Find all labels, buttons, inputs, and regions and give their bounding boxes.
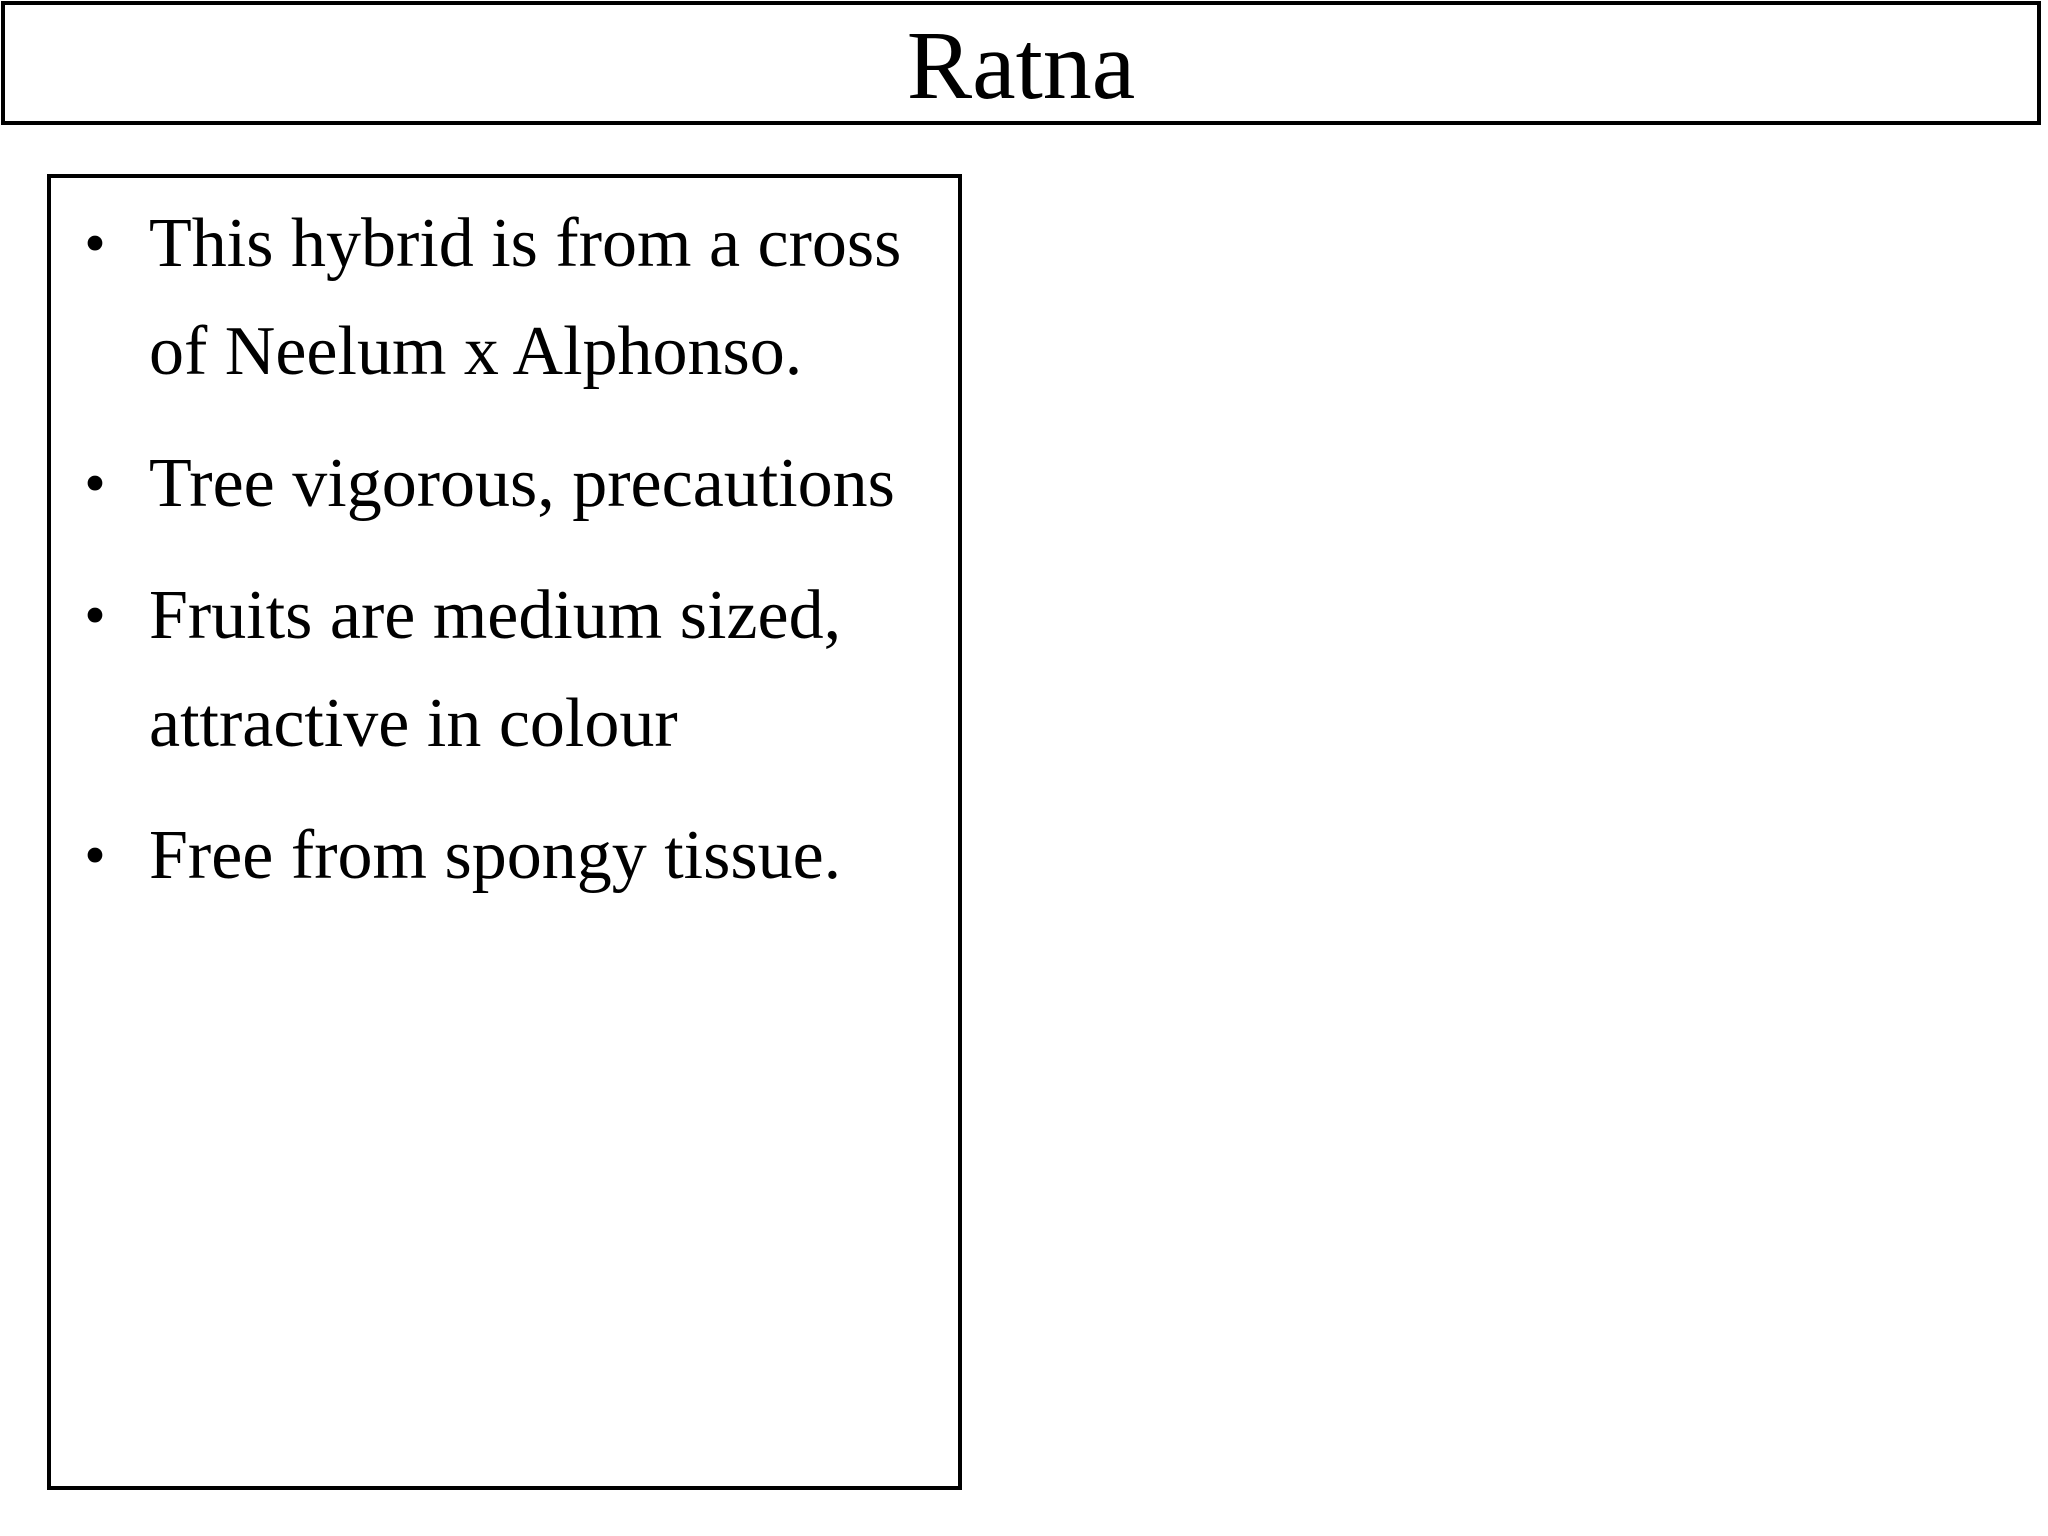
bullet-dot-icon: • (84, 450, 106, 518)
slide-title: Ratna (906, 12, 1136, 120)
bullet-dot-icon: • (84, 582, 106, 650)
bullet-text: Tree vigorous, precautions (149, 445, 895, 522)
bullet-text: Fruits are medium sized, attractive in colour (149, 577, 842, 762)
bullet-text: Free from spongy tissue. (149, 817, 842, 894)
slide-title-box (1, 1, 2041, 125)
bullet-dot-icon: • (84, 210, 106, 278)
bullet-dot-icon: • (84, 822, 106, 890)
bullet-text: This hybrid is from a cross of Neelum x Alphonso. (149, 205, 902, 390)
bullet-list (51, 190, 958, 934)
bullet-item (51, 430, 958, 538)
bullet-content-box (47, 174, 962, 1490)
bullet-item (51, 802, 958, 910)
bullet-item (51, 190, 958, 406)
bullet-item (51, 562, 958, 778)
